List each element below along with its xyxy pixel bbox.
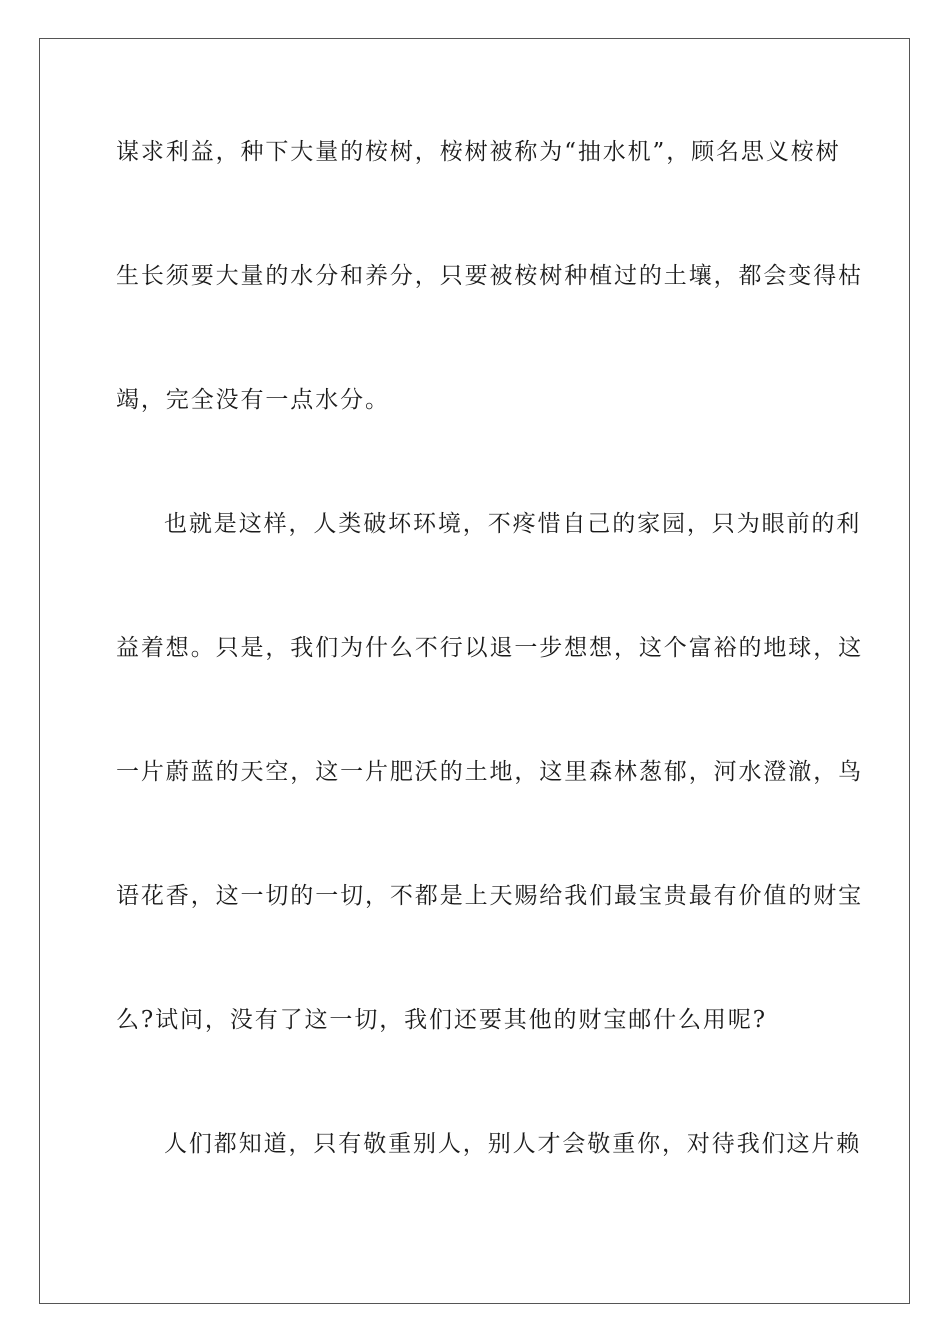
text-line: 益着想。只是，我们为什么不行以退一步想想，这个富裕的地球，这 (116, 635, 863, 661)
page-frame (39, 38, 910, 1304)
text-line: 谋求利益，种下大量的桉树，桉树被称为“抽水机”，顾名思义桉树 (116, 139, 841, 165)
text-line: 生长须要大量的水分和养分，只要被桉树种植过的土壤，都会变得枯 (116, 263, 863, 289)
text-line: 语花香，这一切的一切，不都是上天赐给我们最宝贵最有价值的财宝 (116, 883, 863, 909)
paragraph-start-line: 也就是这样，人类破坏环境，不疼惜自己的家园，只为眼前的利 (164, 511, 862, 537)
text-line: 一片蔚蓝的天空，这一片肥沃的土地，这里森林葱郁，河水澄澈，鸟 (116, 759, 863, 785)
paragraph-start-line: 人们都知道，只有敬重别人，别人才会敬重你，对待我们这片赖 (164, 1131, 862, 1157)
text-line: 么?试问，没有了这一切，我们还要其他的财宝邮什么用呢? (116, 1007, 767, 1033)
text-line: 竭，完全没有一点水分。 (116, 387, 390, 413)
